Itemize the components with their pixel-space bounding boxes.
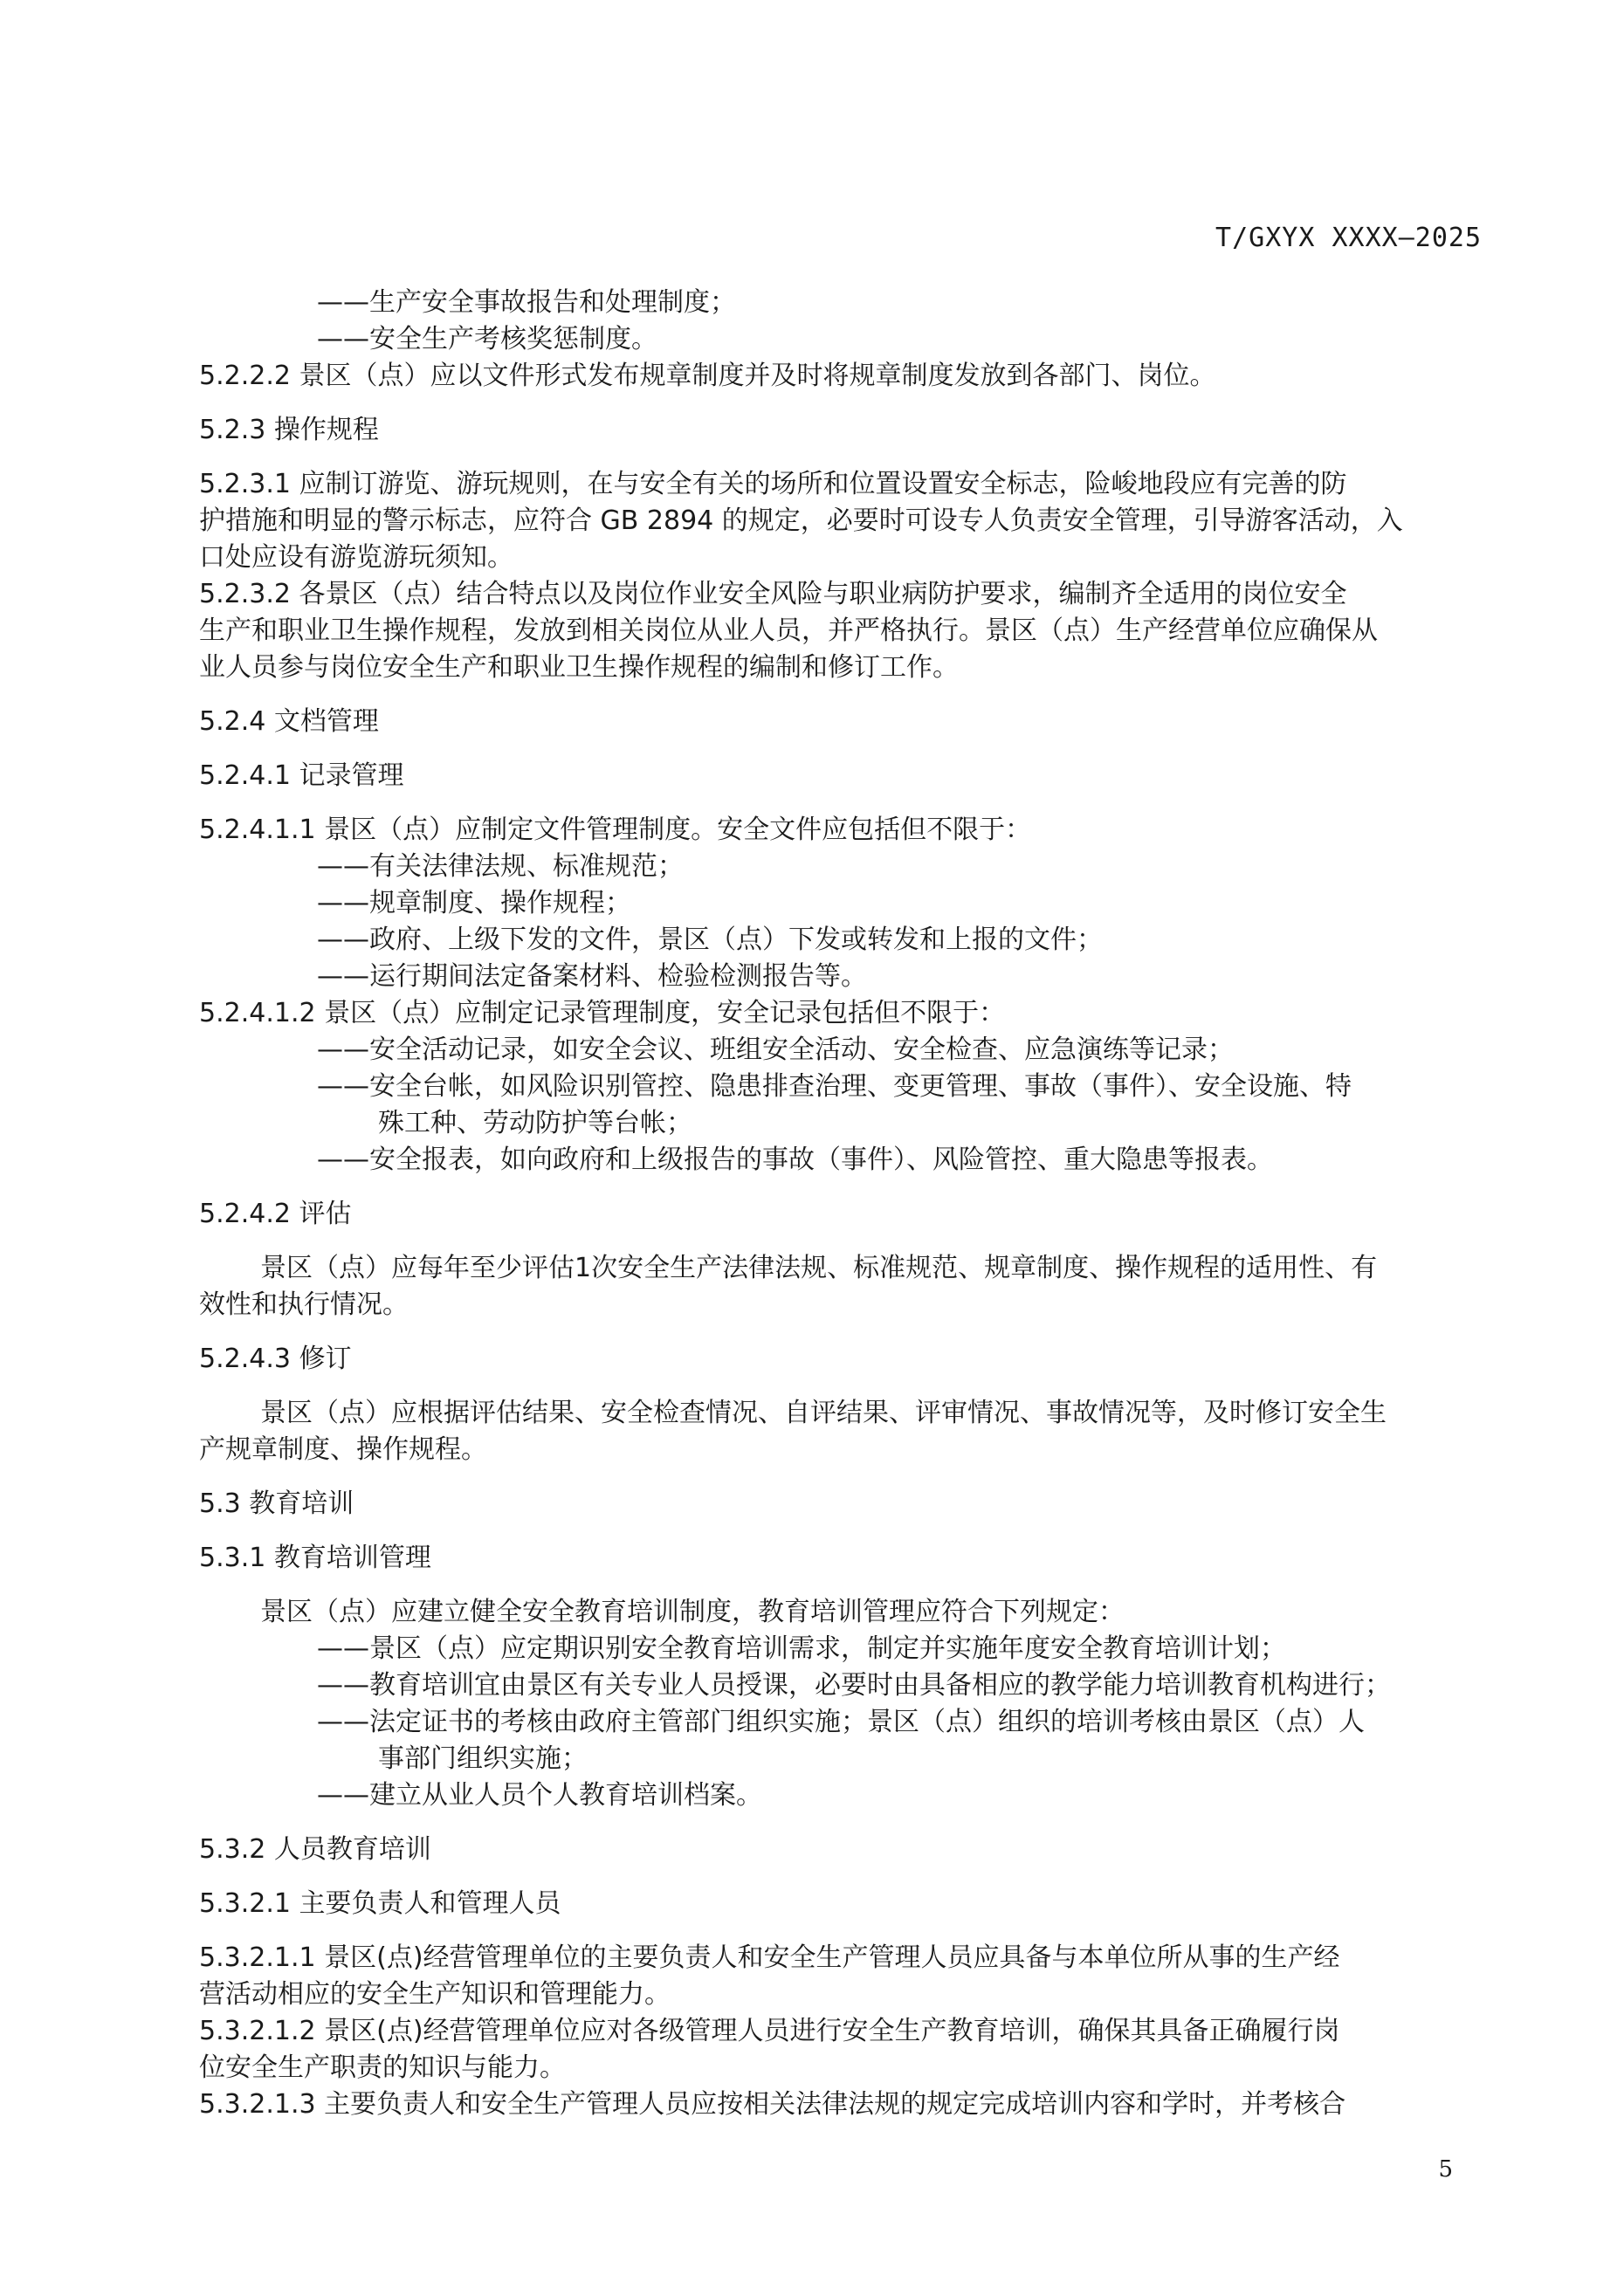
text-line: 事部门组织实施； (378, 1743, 588, 1774)
document-body (199, 285, 1483, 2123)
text-line: ——法定证书的考核由政府主管部门组织实施；景区（点）组织的培训考核由景区（点）人 (317, 1707, 1365, 1737)
text-line: ——安全台帐，如风险识别管控、隐患排查治理、变更管理、事故（事件）、安全设施、特 (317, 1071, 1352, 1102)
page-number: 5 (1438, 2156, 1453, 2183)
text-line: 5.3.2.1.1 景区(点)经营管理单位的主要负责人和安全生产管理人员应具备与本单位所从事的生产经 (199, 1942, 1340, 1973)
section-heading: 5.2.4.2 评估 (199, 1199, 352, 1229)
text-line: 5.3.2.1.2 景区(点)经营管理单位应对各级管理人员进行安全生产教育培训，确保其具备正确履行岗 (199, 2016, 1340, 2046)
text-line: ——安全活动记录，如安全会议、班组安全活动、安全检查、应急演练等记录； (317, 1035, 1234, 1065)
text-line: 5.2.4.1.2 景区（点）应制定记录管理制度，安全记录包括但不限于： (199, 998, 1006, 1028)
text-line: 产规章制度、操作规程。 (199, 1434, 487, 1465)
text-line: ——景区（点）应定期识别安全教育培训需求，制定并实施年度安全教育培训计划； (317, 1633, 1286, 1664)
section-heading: 5.3.1 教育培训管理 (199, 1543, 431, 1573)
text-line: ——有关法律法规、标准规范； (317, 851, 684, 882)
text-line: 景区（点）应根据评估结果、安全检查情况、自评结果、评审情况、事故情况等，及时修订安全生 (260, 1398, 1387, 1428)
text-line: ——安全报表，如向政府和上级报告的事故（事件）、风险管控、重大隐患等报表。 (317, 1145, 1273, 1175)
section-heading: 5.2.4 文档管理 (199, 706, 379, 737)
text-line: 5.2.2.2 景区（点）应以文件形式发布规章制度并及时将规章制度发放到各部门、岗位。 (199, 361, 1216, 391)
text-line: 5.3.2.1.3 主要负责人和安全生产管理人员应按相关法律法规的规定完成培训内容和学时，并考核合 (199, 2089, 1346, 2120)
text-line: 生产和职业卫生操作规程，发放到相关岗位从业人员，并严格执行。景区（点）生产经营单位应确保从 (199, 615, 1378, 646)
text-line: 口处应设有游览游玩须知。 (199, 542, 513, 573)
text-line: ——运行期间法定备案材料、检验检测报告等。 (317, 961, 867, 992)
text-line: ——建立从业人员个人教育培训档案。 (317, 1780, 762, 1811)
text-line: 营活动相应的安全生产知识和管理能力。 (199, 1979, 671, 2010)
section-heading: 5.3.2 人员教育培训 (199, 1834, 431, 1865)
text-line: 景区（点）应每年至少评估1次安全生产法律法规、标准规范、规章制度、操作规程的适用性、有 (260, 1253, 1378, 1283)
section-heading: 5.3.2.1 主要负责人和管理人员 (199, 1888, 561, 1919)
document-code: T/GXYX XXXX—2025 (1215, 223, 1482, 253)
text-line: 殊工种、劳动防护等台帐； (378, 1108, 692, 1138)
section-heading: 5.2.3 操作规程 (199, 415, 379, 445)
text-line: 效性和执行情况。 (199, 1289, 409, 1320)
text-line: ——政府、上级下发的文件，景区（点）下发或转发和上报的文件； (317, 925, 1103, 955)
section-heading: 5.2.4.3 修订 (199, 1344, 352, 1374)
text-line: 5.2.3.2 各景区（点）结合特点以及岗位作业安全风险与职业病防护要求，编制齐全适用的岗位安全 (199, 579, 1347, 609)
text-line: 业人员参与岗位安全生产和职业卫生操作规程的编制和修订工作。 (199, 652, 959, 683)
section-heading: 5.3 教育培训 (199, 1488, 354, 1519)
text-line: 5.2.3.1 应制订游览、游玩规则，在与安全有关的场所和位置设置安全标志，险峻地段应有完善的防 (199, 469, 1347, 499)
text-line: 景区（点）应建立健全安全教育培训制度，教育培训管理应符合下列规定： (260, 1597, 1125, 1627)
text-line: ——教育培训宜由景区有关专业人员授课，必要时由具备相应的教学能力培训教育机构进行； (317, 1670, 1391, 1701)
text-line: ——规章制度、操作规程； (317, 888, 631, 918)
section-heading: 5.2.4.1 记录管理 (199, 760, 404, 791)
text-line: 5.2.4.1.1 景区（点）应制定文件管理制度。安全文件应包括但不限于： (199, 815, 1032, 845)
text-line: ——安全生产考核奖惩制度。 (317, 324, 657, 354)
text-line: ——生产安全事故报告和处理制度； (317, 287, 736, 318)
text-line: 位安全生产职责的知识与能力。 (199, 2052, 566, 2083)
text-line: 护措施和明显的警示标志，应符合 GB 2894 的规定，必要时可设专人负责安全管理，引导游客活动，入 (199, 505, 1403, 536)
